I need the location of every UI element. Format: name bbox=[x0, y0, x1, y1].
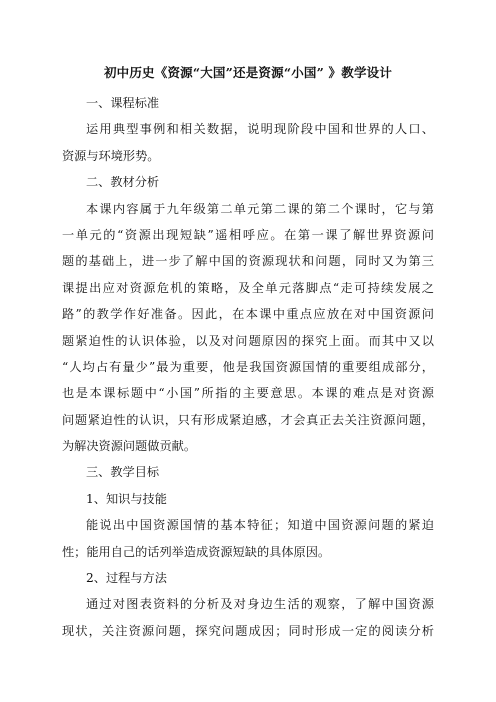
paragraph-line: 本课内容属于九年级第二单元第二课的第二个课时，它与第 bbox=[86, 201, 434, 216]
section-heading-curriculum-standard: 一、课程标准 bbox=[86, 96, 160, 110]
paragraph-line: 一单元的“资源出现短缺”遥相呼应。在第一课了解世界资源问 bbox=[62, 227, 434, 242]
section-heading-textbook-analysis: 二、教材分析 bbox=[86, 175, 160, 190]
document-title: 初中历史《资源“大国”还是资源“小国” 》教学设计 bbox=[103, 65, 393, 80]
paragraph-line: 能说出中国资源国情的基本特征；知道中国资源问题的紧迫 bbox=[86, 518, 434, 533]
section-heading-teaching-objectives: 三、教学目标 bbox=[86, 465, 160, 480]
paragraph-line: 问题紧迫性的认识，只有形成紧迫感，才会真正去关注资源问题， bbox=[62, 412, 434, 427]
paragraph-line: 题的基础上，进一步了解中国的资源现状和问题，同时又为第三 bbox=[62, 254, 434, 269]
paragraph-line: 现状，关注资源问题，探究问题成因；同时形成一定的阅读分析 bbox=[62, 623, 434, 638]
paragraph-line: 题紧迫性的认识体验，以及对问题原因的探究上面。而其中又以 bbox=[62, 333, 434, 348]
paragraph-line: 为解决资源问题做贡献。 bbox=[62, 439, 197, 454]
paragraph-line: 课提出应对资源危机的策略，及全单元落脚点“走可持续发展之 bbox=[62, 280, 434, 295]
paragraph-line: “人均占有量少”最为重要，他是我国资源国情的重要组成部分， bbox=[62, 359, 434, 374]
subsection-heading-process-methods: 2、过程与方法 bbox=[86, 571, 167, 586]
paragraph-line: 路”的教学作好准备。因此，在本课中重点应放在对中国资源问 bbox=[62, 307, 434, 322]
paragraph-line: 运用典型事例和相关数据，说明现阶段中国和世界的人口、 bbox=[86, 122, 434, 137]
paragraph-line: 也是本课标题中“小国”所指的主要意思。本课的难点是对资源 bbox=[62, 386, 434, 401]
paragraph-line: 性；能用自己的话列举造成资源短缺的具体原因。 bbox=[62, 544, 331, 559]
document-body bbox=[62, 90, 434, 644]
subsection-heading-knowledge-skills: 1、知识与技能 bbox=[86, 491, 167, 506]
paragraph-line: 通过对图表资料的分析及对身边生活的观察，了解中国资源 bbox=[86, 597, 434, 612]
paragraph-line: 资源与环境形势。 bbox=[62, 148, 160, 163]
